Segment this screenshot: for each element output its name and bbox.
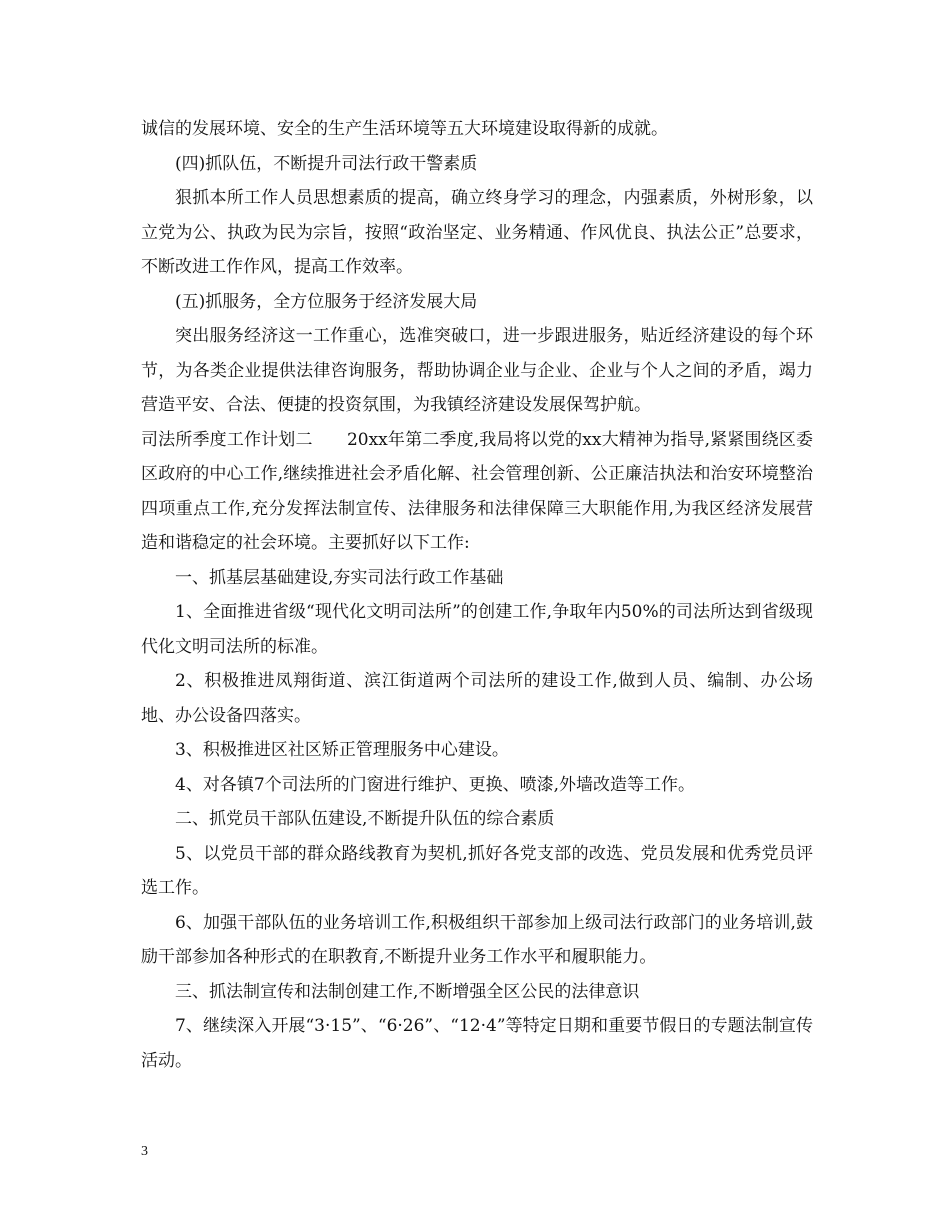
paragraph-economic-service: 突出服务经济这一工作重心，选准突破口，进一步跟进服务，贴近经济建设的每个环节，为各类企业提供法律咨询服务，帮助协调企业与企业、企业与个人之间的矛盾，竭力营造平安、合法、便捷的投资氛围，为我镇经济建设发展保驾护航。: [141, 326, 813, 415]
list-item-3: 3、积极推进区社区矫正管理服务中心建设。: [175, 740, 509, 760]
list-item-4: 4、对各镇7个司法所的门窗进行维护、更换、喷漆,外墙改造等工作。: [175, 774, 696, 795]
page-number: 3: [141, 1144, 148, 1159]
list-item-7: 7、继续深入开展“3·15”、“6·26”、“12·4”等特定日期和重要节假日的专题法制宣传活动。: [141, 1016, 813, 1071]
list-item-6: 6、加强干部队伍的业务培训工作,积极组织干部参加上级司法行政部门的业务培训,鼓励干部参加各种形式的在职教育,不断提升业务工作水平和履职能力。: [141, 912, 813, 967]
section-heading-5: (五)抓服务，全方位服务于经济发展大局: [175, 291, 478, 312]
list-item-5: 5、以党员干部的群众路线教育为契机,抓好各党支部的改选、党员发展和优秀党员评选工作。: [141, 843, 813, 898]
section-heading-1: 一、抓基层基础建设,夯实司法行政工作基础: [175, 567, 504, 588]
paragraph-plan-two-intro: 司法所季度工作计划二 20xx年第二季度,我局将以党的xx大精神为指导,紧紧围绕区委区政府的中心工作,继续推进社会矛盾化解、社会管理创新、公正廉洁执法和治安环境整治四项重点工作,充分发挥法制宣传、法律服务和法律保障三大职能作用,为我区经济发展营造和谐稳定的社会环境。主要抓好以下工作:: [141, 429, 813, 553]
paragraph-team-quality: 狠抓本所工作人员思想素质的提高，确立终身学习的理念，内强素质，外树形象，以立党为公、执政为民为宗旨，按照“政治坚定、业务精通、作风优良、执法公正”总要求，不断改进工作作风，提高工作效率。: [141, 188, 813, 277]
section-heading-3: 三、抓法制宣传和法制创建工作,不断增强全区公民的法律意识: [175, 981, 640, 1002]
list-item-2: 2、积极推进凤翔街道、滨江街道两个司法所的建设工作,做到人员、编制、办公场地、办公设备四落实。: [141, 671, 813, 726]
document-body: [141, 112, 813, 1078]
list-item-1: 1、全面推进省级“现代化文明司法所”的创建工作,争取年内50%的司法所达到省级现代化文明司法所的标准。: [141, 602, 813, 657]
paragraph-continuation: 诚信的发展环境、安全的生产生活环境等五大环境建设取得新的成就。: [141, 119, 668, 139]
section-heading-4: (四)抓队伍，不断提升司法行政干警素质: [175, 153, 478, 174]
section-heading-2: 二、抓党员干部队伍建设,不断提升队伍的综合素质: [175, 809, 555, 829]
